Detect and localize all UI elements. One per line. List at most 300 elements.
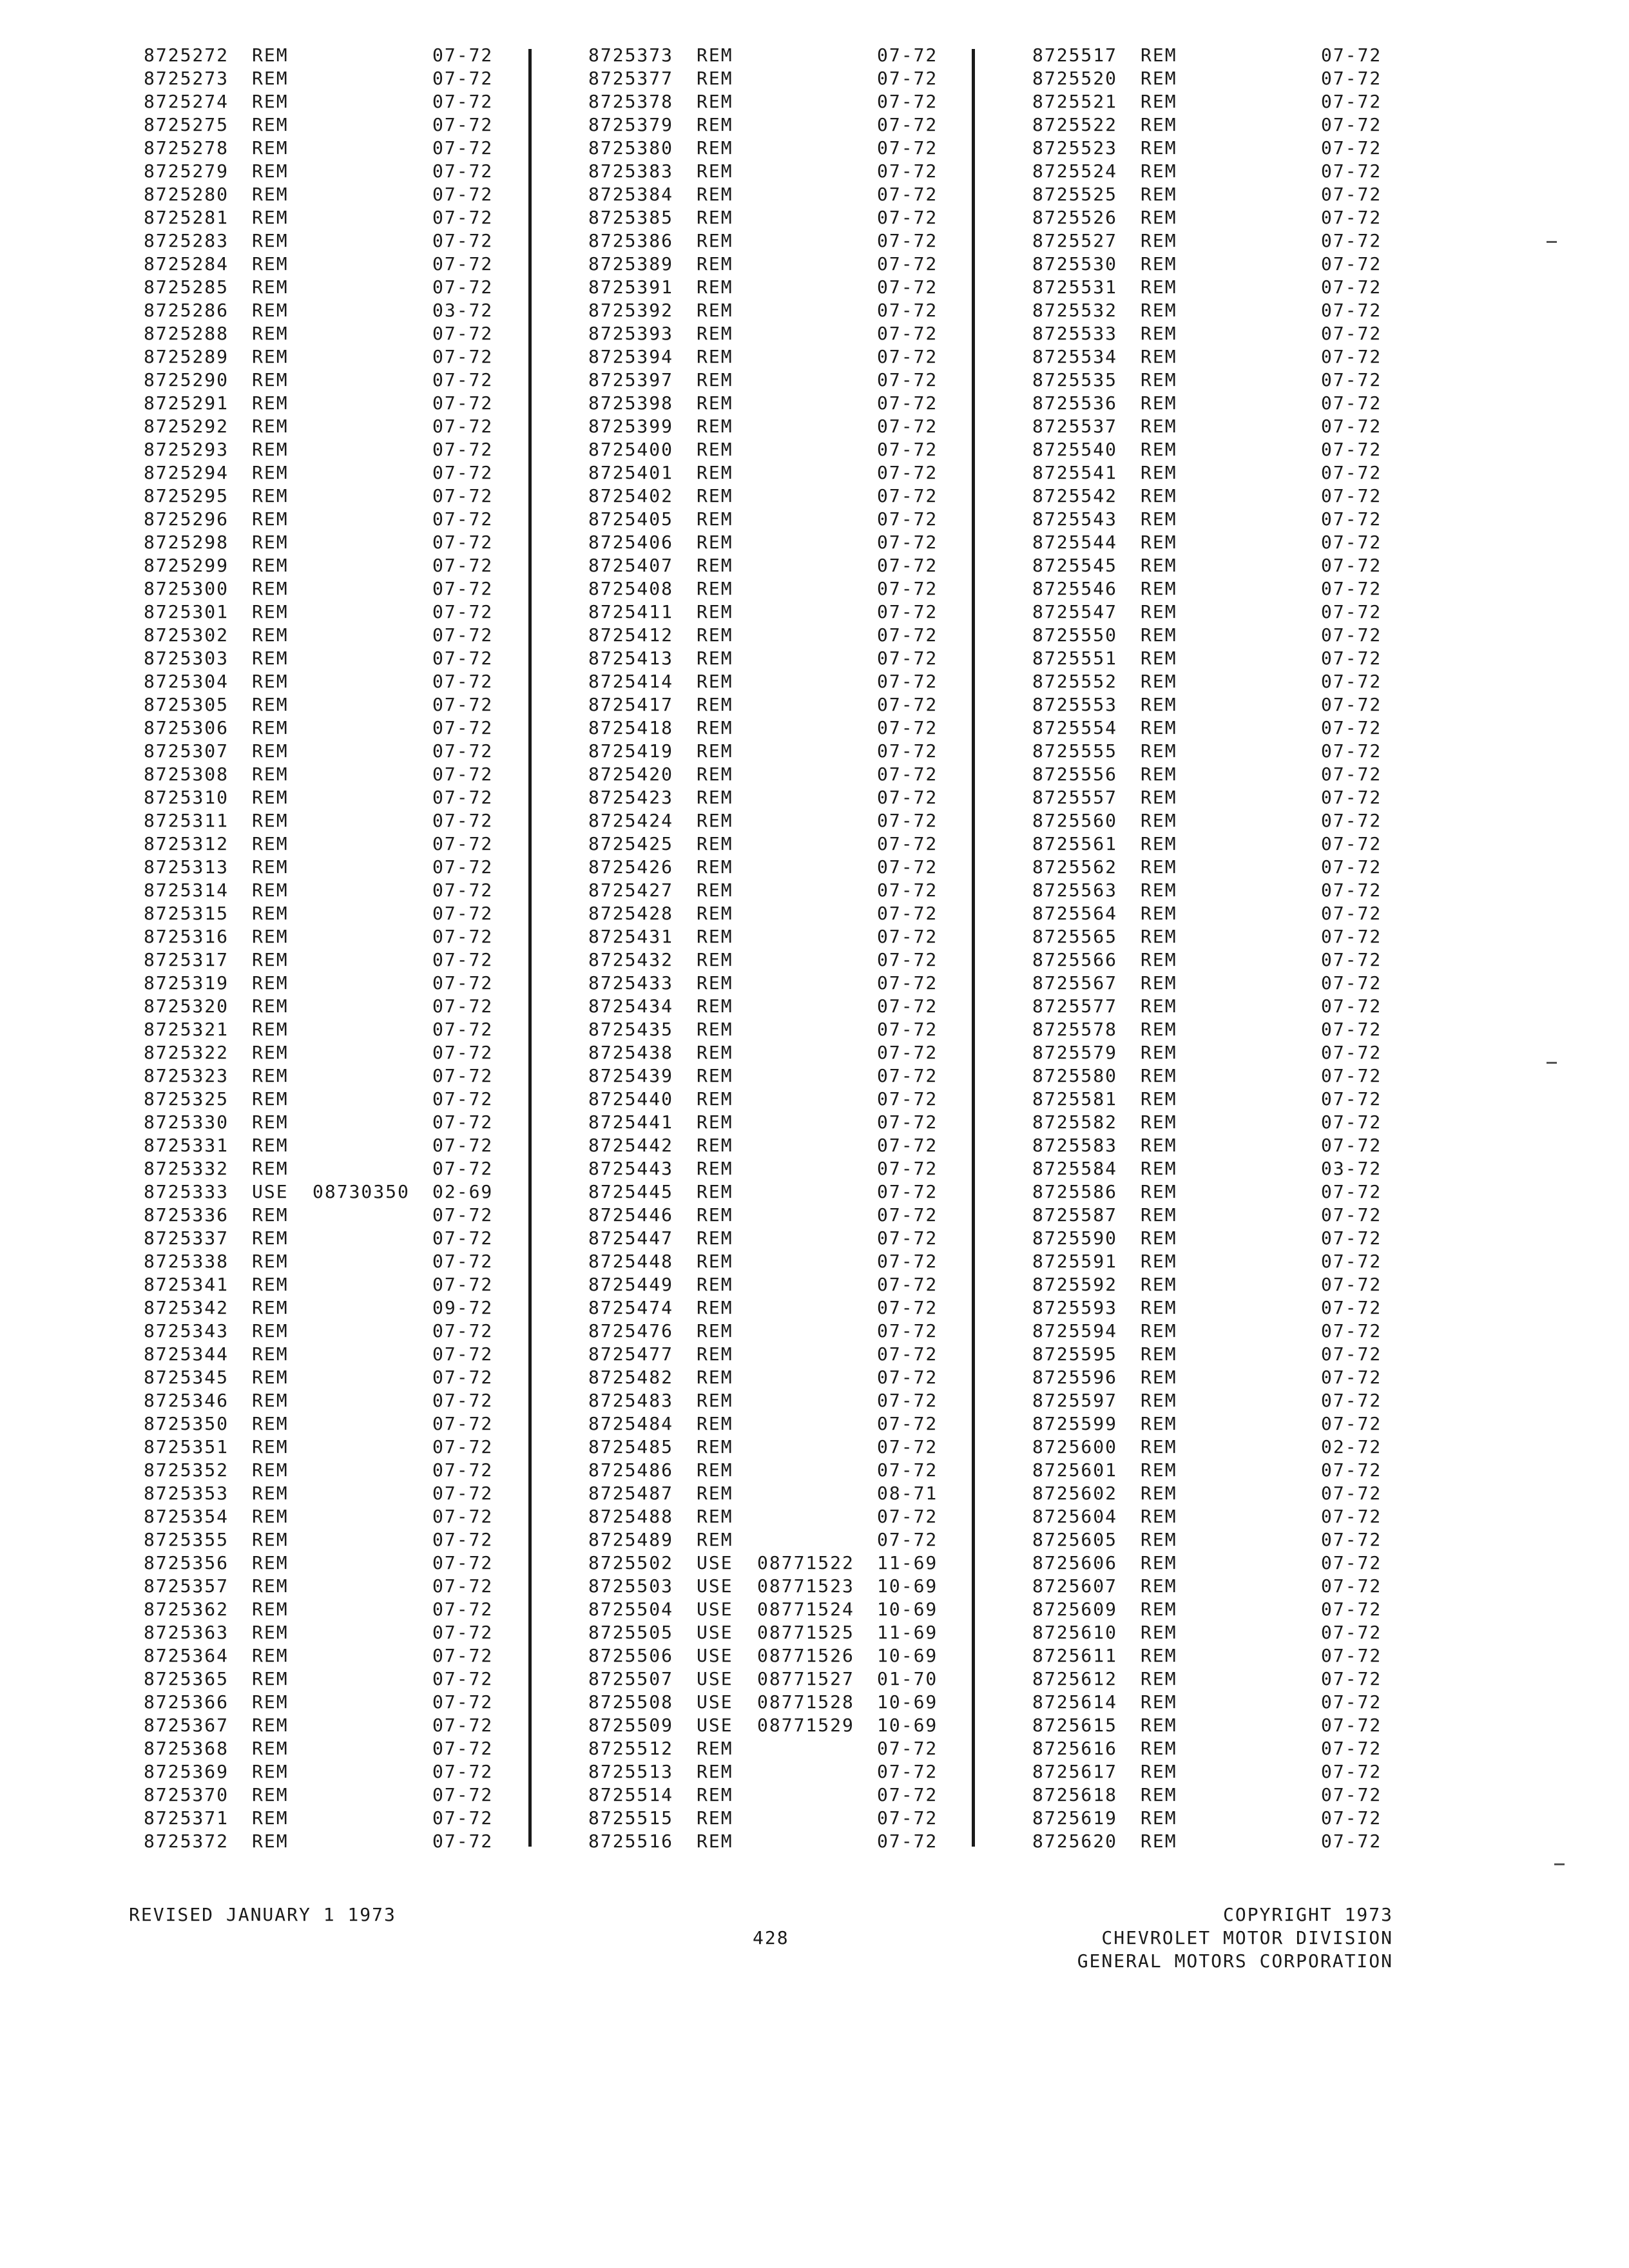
parts-row: [588, 1621, 975, 1644]
part-number: 8725311: [144, 810, 229, 831]
effective-date: 07-72: [877, 578, 938, 599]
parts-row: [144, 1528, 530, 1552]
status-code: REM: [252, 1738, 289, 1759]
status-code: REM: [1141, 555, 1177, 576]
status-code: REM: [697, 462, 733, 483]
status-code: REM: [252, 555, 289, 576]
part-number: 8725446: [588, 1204, 674, 1225]
parts-row: [144, 763, 530, 786]
part-number: 8725577: [1032, 995, 1118, 1017]
replacement-part-number: 08771522: [757, 1552, 854, 1573]
part-number: 8725284: [144, 253, 229, 274]
effective-date: 07-72: [877, 184, 938, 205]
status-code: REM: [252, 1691, 289, 1713]
effective-date: 07-72: [1321, 1691, 1382, 1713]
effective-date: 07-72: [432, 1251, 494, 1272]
part-number: 8725612: [1032, 1668, 1118, 1689]
parts-row: [588, 67, 975, 90]
parts-row: [144, 1088, 530, 1111]
effective-date: 07-72: [877, 833, 938, 854]
effective-date: 07-72: [877, 230, 938, 251]
status-code: REM: [697, 1343, 733, 1365]
parts-row: [588, 740, 975, 763]
effective-date: 07-72: [432, 1135, 494, 1156]
status-code: REM: [1141, 1529, 1177, 1550]
part-number: 8725366: [144, 1691, 229, 1713]
part-number: 8725419: [588, 740, 674, 762]
status-code: REM: [1141, 1343, 1177, 1365]
status-code: REM: [697, 555, 733, 576]
parts-row: [144, 1482, 530, 1505]
status-code: REM: [1141, 1320, 1177, 1341]
effective-date: 07-72: [1321, 555, 1382, 576]
part-number: 8725417: [588, 694, 674, 715]
part-number: 8725413: [588, 648, 674, 669]
parts-row: [1032, 1157, 1419, 1180]
status-code: REM: [697, 392, 733, 414]
status-code: REM: [252, 416, 289, 437]
effective-date: 07-72: [432, 1320, 494, 1341]
part-number: 8725541: [1032, 462, 1118, 483]
parts-row: [588, 1528, 975, 1552]
effective-date: 07-72: [432, 995, 494, 1017]
status-code: REM: [697, 184, 733, 205]
parts-row: [588, 902, 975, 925]
part-number: 8725551: [1032, 648, 1118, 669]
status-code: REM: [697, 137, 733, 159]
part-number: 8725527: [1032, 230, 1118, 251]
parts-row: [144, 879, 530, 902]
parts-row: [1032, 972, 1419, 995]
status-code: USE: [697, 1691, 733, 1713]
effective-date: 07-72: [432, 323, 494, 344]
effective-date: 07-72: [432, 276, 494, 298]
effective-date: 07-72: [877, 44, 938, 66]
effective-date: 07-72: [432, 1738, 494, 1759]
effective-date: 07-72: [432, 787, 494, 808]
status-code: REM: [697, 694, 733, 715]
parts-row: [144, 1296, 530, 1320]
parts-row: [1032, 322, 1419, 345]
part-number: 8725290: [144, 369, 229, 390]
parts-row: [1032, 832, 1419, 856]
parts-row: [1032, 647, 1419, 670]
parts-row: [1032, 415, 1419, 438]
status-code: REM: [252, 1483, 289, 1504]
part-number: 8725533: [1032, 323, 1118, 344]
status-code: REM: [1141, 1251, 1177, 1272]
parts-row: [1032, 1320, 1419, 1343]
replacement-part-number: 08771525: [757, 1622, 854, 1643]
effective-date: 07-72: [432, 1483, 494, 1504]
parts-row: [144, 1204, 530, 1227]
status-code: REM: [252, 601, 289, 622]
effective-date: 07-72: [432, 253, 494, 274]
effective-date: 07-72: [1321, 833, 1382, 854]
parts-row: [1032, 1552, 1419, 1575]
effective-date: 07-72: [877, 1227, 938, 1249]
effective-date: 07-72: [432, 1807, 494, 1829]
parts-row: [1032, 1505, 1419, 1528]
part-number: 8725615: [1032, 1715, 1118, 1736]
part-number: 8725424: [588, 810, 674, 831]
status-code: REM: [1141, 1065, 1177, 1086]
part-number: 8725304: [144, 671, 229, 692]
status-code: REM: [1141, 995, 1177, 1017]
part-number: 8725337: [144, 1227, 229, 1249]
status-code: REM: [1141, 972, 1177, 994]
effective-date: 10-69: [877, 1599, 938, 1620]
parts-row: [144, 1783, 530, 1807]
effective-date: 07-72: [1321, 1668, 1382, 1689]
part-number: 8725372: [144, 1831, 229, 1852]
status-code: REM: [697, 601, 733, 622]
part-number: 8725449: [588, 1274, 674, 1295]
replacement-part-number: 08771526: [757, 1645, 854, 1666]
effective-date: 07-72: [1321, 578, 1382, 599]
division-line: CHEVROLET MOTOR DIVISION: [1101, 1927, 1393, 1948]
part-number: 8725425: [588, 833, 674, 854]
parts-row: [1032, 1667, 1419, 1691]
effective-date: 07-72: [432, 1831, 494, 1852]
status-code: REM: [1141, 1483, 1177, 1504]
part-number: 8725563: [1032, 879, 1118, 901]
status-code: REM: [1141, 114, 1177, 135]
effective-date: 10-69: [877, 1715, 938, 1736]
part-number: 8725523: [1032, 137, 1118, 159]
part-number: 8725371: [144, 1807, 229, 1829]
parts-row: [144, 90, 530, 113]
status-code: REM: [1141, 137, 1177, 159]
effective-date: 07-72: [877, 207, 938, 228]
part-number: 8725614: [1032, 1691, 1118, 1713]
effective-date: 07-72: [1321, 160, 1382, 182]
status-code: REM: [252, 1459, 289, 1481]
part-number: 8725342: [144, 1297, 229, 1318]
effective-date: 07-72: [432, 1088, 494, 1110]
effective-date: 07-72: [877, 1019, 938, 1040]
effective-date: 07-72: [1321, 532, 1382, 553]
status-code: REM: [1141, 1459, 1177, 1481]
parts-row: [1032, 601, 1419, 624]
part-number: 8725330: [144, 1111, 229, 1133]
parts-row: [1032, 1412, 1419, 1436]
parts-row: [144, 1552, 530, 1575]
status-code: REM: [1141, 601, 1177, 622]
status-code: REM: [1141, 1506, 1177, 1527]
part-number: 8725345: [144, 1367, 229, 1388]
effective-date: 07-72: [432, 1761, 494, 1782]
part-number: 8725438: [588, 1042, 674, 1063]
effective-date: 07-72: [1321, 1251, 1382, 1272]
part-number: 8725561: [1032, 833, 1118, 854]
part-number: 8725580: [1032, 1065, 1118, 1086]
effective-date: 07-72: [877, 1738, 938, 1759]
part-number: 8725414: [588, 671, 674, 692]
effective-date: 07-72: [432, 1715, 494, 1736]
parts-row: [144, 740, 530, 763]
parts-row: [144, 137, 530, 160]
effective-date: 07-72: [877, 694, 938, 715]
part-number: 8725593: [1032, 1297, 1118, 1318]
status-code: REM: [1141, 68, 1177, 89]
part-number: 8725556: [1032, 764, 1118, 785]
effective-date: 07-72: [1321, 114, 1382, 135]
part-number: 8725484: [588, 1413, 674, 1434]
part-number: 8725602: [1032, 1483, 1118, 1504]
status-code: REM: [1141, 1042, 1177, 1063]
effective-date: 07-72: [877, 68, 938, 89]
parts-row: [588, 925, 975, 948]
parts-row: [1032, 577, 1419, 601]
effective-date: 07-72: [877, 300, 938, 321]
part-number: 8725312: [144, 833, 229, 854]
parts-row: [588, 1389, 975, 1412]
effective-date: 07-72: [432, 416, 494, 437]
part-number: 8725286: [144, 300, 229, 321]
part-number: 8725307: [144, 740, 229, 762]
parts-row: [588, 1273, 975, 1296]
effective-date: 07-72: [1321, 903, 1382, 924]
part-number: 8725544: [1032, 532, 1118, 553]
parts-row: [588, 1018, 975, 1041]
status-code: REM: [252, 717, 289, 738]
status-code: REM: [697, 160, 733, 182]
effective-date: 10-69: [877, 1575, 938, 1597]
status-code: REM: [252, 1761, 289, 1782]
parts-row: [588, 601, 975, 624]
parts-row: [1032, 1436, 1419, 1459]
part-number: 8725521: [1032, 91, 1118, 112]
effective-date: 07-72: [1321, 1738, 1382, 1759]
part-number: 8725392: [588, 300, 674, 321]
effective-date: 07-72: [1321, 1761, 1382, 1782]
part-number: 8725590: [1032, 1227, 1118, 1249]
part-number: 8725476: [588, 1320, 674, 1341]
parts-row: [144, 1111, 530, 1134]
parts-row: [588, 1760, 975, 1783]
part-number: 8725338: [144, 1251, 229, 1272]
parts-row: [1032, 763, 1419, 786]
parts-row: [1032, 1807, 1419, 1830]
parts-row: [588, 995, 975, 1018]
effective-date: 07-72: [1321, 369, 1382, 390]
parts-row: [144, 601, 530, 624]
effective-date: 07-72: [1321, 995, 1382, 1017]
status-code: REM: [697, 1042, 733, 1063]
status-code: REM: [1141, 300, 1177, 321]
parts-row: [588, 856, 975, 879]
effective-date: 07-72: [877, 532, 938, 553]
status-code: USE: [697, 1599, 733, 1620]
parts-row: [1032, 1134, 1419, 1157]
effective-date: 07-72: [432, 1390, 494, 1411]
effective-date: 07-72: [432, 91, 494, 112]
effective-date: 07-72: [1321, 1575, 1382, 1597]
parts-row: [144, 1691, 530, 1714]
part-number: 8725383: [588, 160, 674, 182]
effective-date: 07-72: [877, 160, 938, 182]
parts-row: [1032, 1760, 1419, 1783]
part-number: 8725283: [144, 230, 229, 251]
effective-date: 07-72: [432, 972, 494, 994]
part-number: 8725557: [1032, 787, 1118, 808]
status-code: REM: [1141, 462, 1177, 483]
parts-row: [144, 229, 530, 253]
part-number: 8725352: [144, 1459, 229, 1481]
part-number: 8725619: [1032, 1807, 1118, 1829]
parts-row: [588, 1807, 975, 1830]
part-number: 8725389: [588, 253, 674, 274]
parts-row: [1032, 1575, 1419, 1598]
parts-row: [144, 1644, 530, 1667]
parts-row: [588, 531, 975, 554]
status-code: REM: [697, 1413, 733, 1434]
part-number: 8725293: [144, 439, 229, 460]
part-number: 8725367: [144, 1715, 229, 1736]
status-code: REM: [1141, 1111, 1177, 1133]
status-code: REM: [1141, 1181, 1177, 1202]
status-code: REM: [252, 1436, 289, 1457]
status-code: REM: [697, 1459, 733, 1481]
parts-row: [588, 1714, 975, 1737]
parts-row: [1032, 1296, 1419, 1320]
status-code: REM: [252, 1227, 289, 1249]
parts-row: [588, 392, 975, 415]
status-code: REM: [1141, 439, 1177, 460]
parts-row: [144, 1134, 530, 1157]
part-number: 8725507: [588, 1668, 674, 1689]
effective-date: 07-72: [1321, 276, 1382, 298]
parts-row: [1032, 1389, 1419, 1412]
parts-row: [1032, 1644, 1419, 1667]
parts-row: [588, 577, 975, 601]
effective-date: 07-72: [432, 1158, 494, 1179]
parts-row: [588, 1088, 975, 1111]
status-code: REM: [1141, 1622, 1177, 1643]
part-number: 8725582: [1032, 1111, 1118, 1133]
part-number: 8725373: [588, 44, 674, 66]
parts-row: [144, 1436, 530, 1459]
effective-date: 07-72: [1321, 1019, 1382, 1040]
status-code: REM: [697, 810, 733, 831]
effective-date: 07-72: [877, 903, 938, 924]
parts-row: [144, 508, 530, 531]
parts-row: [144, 1227, 530, 1250]
parts-row: [1032, 508, 1419, 531]
parts-row: [588, 1482, 975, 1505]
effective-date: 07-72: [1321, 1227, 1382, 1249]
part-number: 8725474: [588, 1297, 674, 1318]
column-divider-2: [972, 49, 975, 1847]
part-number: 8725356: [144, 1552, 229, 1573]
status-code: REM: [252, 740, 289, 762]
parts-row: [144, 1807, 530, 1830]
part-number: 8725408: [588, 578, 674, 599]
part-number: 8725385: [588, 207, 674, 228]
status-code: USE: [697, 1622, 733, 1643]
parts-row: [1032, 113, 1419, 137]
status-code: REM: [1141, 1158, 1177, 1179]
part-number: 8725482: [588, 1367, 674, 1388]
effective-date: 07-72: [432, 230, 494, 251]
status-code: REM: [1141, 1668, 1177, 1689]
status-code: REM: [697, 346, 733, 367]
status-code: REM: [697, 300, 733, 321]
effective-date: 07-72: [432, 1668, 494, 1689]
parts-row: [144, 276, 530, 299]
effective-date: 10-69: [877, 1691, 938, 1713]
effective-date: 07-72: [1321, 1599, 1382, 1620]
status-code: REM: [1141, 346, 1177, 367]
parts-row: [144, 438, 530, 461]
part-number: 8725483: [588, 1390, 674, 1411]
part-number: 8725597: [1032, 1390, 1118, 1411]
status-code: REM: [252, 1158, 289, 1179]
part-number: 8725273: [144, 68, 229, 89]
status-code: REM: [697, 230, 733, 251]
status-code: REM: [1141, 1367, 1177, 1388]
part-number: 8725555: [1032, 740, 1118, 762]
effective-date: 07-72: [1321, 648, 1382, 669]
effective-date: 07-72: [1321, 926, 1382, 947]
effective-date: 07-72: [1321, 1622, 1382, 1643]
parts-row: [588, 1134, 975, 1157]
effective-date: 07-72: [877, 369, 938, 390]
part-number: 8725560: [1032, 810, 1118, 831]
parts-row: [144, 1157, 530, 1180]
effective-date: 07-72: [432, 694, 494, 715]
parts-row: [1032, 276, 1419, 299]
part-number: 8725393: [588, 323, 674, 344]
parts-row: [588, 1830, 975, 1853]
status-code: REM: [1141, 416, 1177, 437]
part-number: 8725443: [588, 1158, 674, 1179]
status-code: REM: [697, 1204, 733, 1225]
parts-row: [1032, 740, 1419, 763]
part-number: 8725341: [144, 1274, 229, 1295]
parts-row: [588, 1505, 975, 1528]
effective-date: 07-72: [877, 1761, 938, 1782]
status-code: REM: [252, 230, 289, 251]
status-code: REM: [697, 68, 733, 89]
effective-date: 02-72: [1321, 1436, 1382, 1457]
parts-row: [144, 1621, 530, 1644]
part-number: 8725412: [588, 624, 674, 646]
status-code: REM: [1141, 810, 1177, 831]
status-code: REM: [252, 1297, 289, 1318]
part-number: 8725530: [1032, 253, 1118, 274]
effective-date: 07-72: [1321, 1111, 1382, 1133]
status-code: REM: [1141, 1784, 1177, 1805]
effective-date: 07-72: [1321, 1784, 1382, 1805]
parts-row: [144, 485, 530, 508]
parts-row: [144, 670, 530, 693]
status-code: REM: [1141, 369, 1177, 390]
status-code: REM: [1141, 1552, 1177, 1573]
status-code: REM: [697, 624, 733, 646]
effective-date: 07-72: [1321, 1204, 1382, 1225]
part-number: 8725506: [588, 1645, 674, 1666]
status-code: REM: [697, 1807, 733, 1829]
parts-row: [1032, 925, 1419, 948]
parts-row: [1032, 369, 1419, 392]
part-number: 8725426: [588, 856, 674, 878]
effective-date: 07-72: [877, 1158, 938, 1179]
part-number: 8725517: [1032, 44, 1118, 66]
part-number: 8725553: [1032, 694, 1118, 715]
effective-date: 07-72: [432, 369, 494, 390]
